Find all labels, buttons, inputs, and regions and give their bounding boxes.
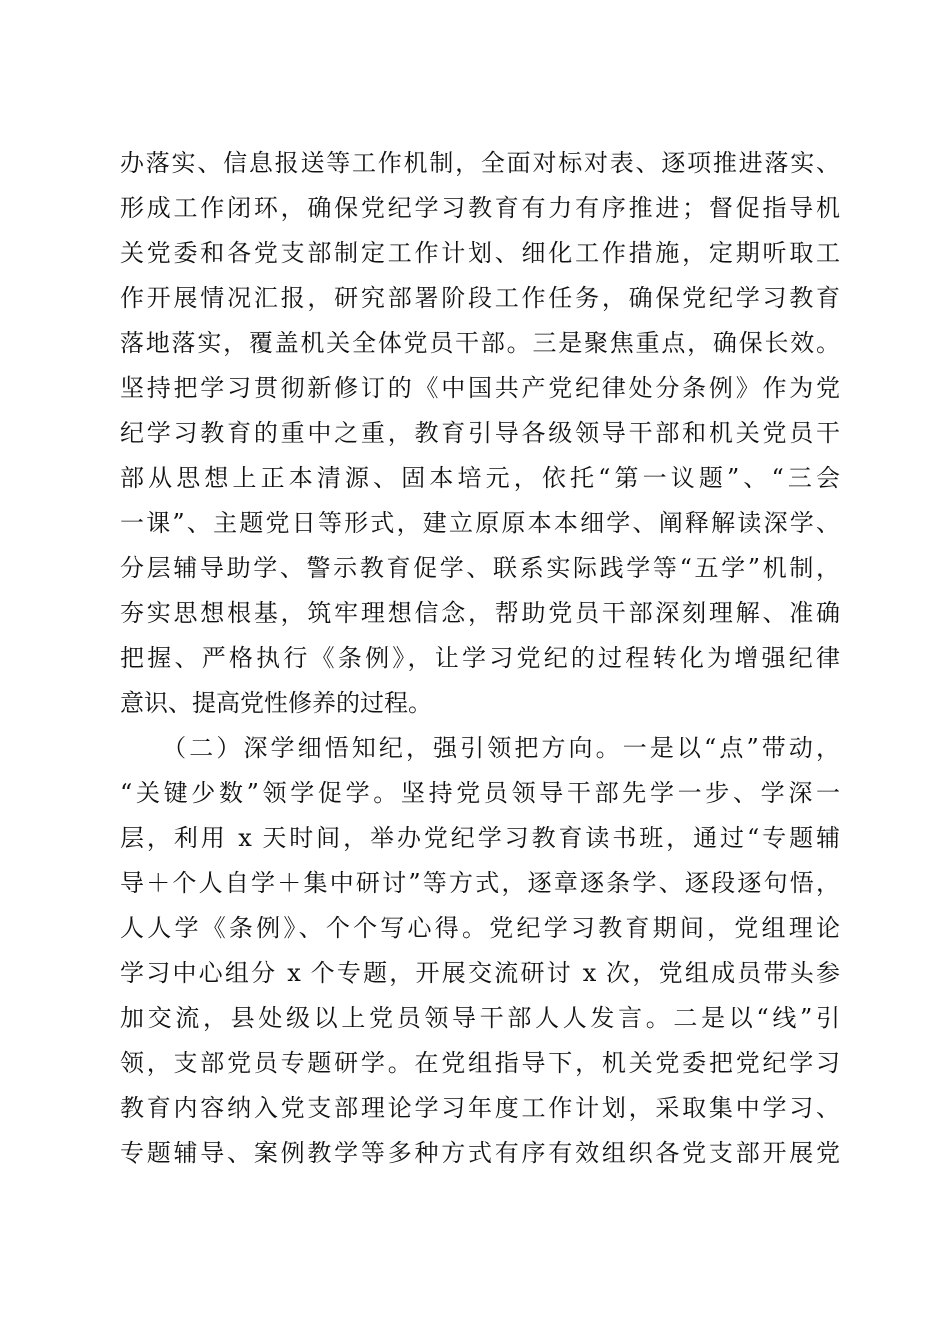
text-line: 夯实思想根基，筑牢理想信念，帮助党员干部深刻理解、准确	[120, 599, 840, 627]
text-line: 形成工作闭环，确保党纪学习教育有力有序推进；督促指导机	[120, 194, 840, 222]
text-line: 作开展情况汇报，研究部署阶段工作任务，确保党纪学习教育	[120, 284, 840, 312]
text-line: 导＋个人自学＋集中研讨”等方式，逐章逐条学、逐段逐句悟，	[120, 869, 840, 897]
text-line: 专题辅导、案例教学等多种方式有序有效组织各党支部开展党	[120, 1139, 840, 1167]
body-paragraph-1	[120, 141, 840, 726]
text-line: 办落实、信息报送等工作机制，全面对标对表、逐项推进落实、	[120, 149, 840, 177]
text-line: “关键少数”领学促学。坚持党员领导干部先学一步、学深一	[120, 779, 840, 807]
text-line: 意识、提高党性修养的过程。	[120, 689, 432, 717]
text-line: 一课”、主题党日等形式，建立原原本本细学、阐释解读深学、	[120, 509, 840, 537]
section-heading-line: （二）深学细悟知纪，强引领把方向。一是以“点”带动，	[120, 734, 840, 762]
text-line: 教育内容纳入党支部理论学习年度工作计划，采取集中学习、	[120, 1094, 840, 1122]
text-line: 领，支部党员专题研学。在党组指导下，机关党委把党纪学习	[120, 1049, 840, 1077]
body-paragraph-2	[120, 726, 840, 1176]
text-line: 落地落实，覆盖机关全体党员干部。三是聚焦重点，确保长效。	[120, 329, 840, 357]
text-line: 纪学习教育的重中之重，教育引导各级领导干部和机关党员干	[120, 419, 840, 447]
text-line: 层，利用 x 天时间，举办党纪学习教育读书班，通过“专题辅	[120, 824, 840, 852]
text-line: 部从思想上正本清源、固本培元，依托“第一议题”、“三会	[120, 464, 840, 492]
text-line: 学习中心组分 x 个专题，开展交流研讨 x 次，党组成员带头参	[120, 959, 840, 987]
text-line: 人人学《条例》、个个写心得。党纪学习教育期间，党组理论	[120, 914, 840, 942]
text-line: 坚持把学习贯彻新修订的《中国共产党纪律处分条例》作为党	[120, 374, 840, 402]
text-line: 加交流，县处级以上党员领导干部人人发言。二是以“线”引	[120, 1004, 840, 1032]
text-line: 把握、严格执行《条例》，让学习党纪的过程转化为增强纪律	[120, 644, 840, 672]
text-line: 分层辅导助学、警示教育促学、联系实际践学等“五学”机制，	[120, 554, 840, 582]
text-line: 关党委和各党支部制定工作计划、细化工作措施，定期听取工	[120, 239, 840, 267]
